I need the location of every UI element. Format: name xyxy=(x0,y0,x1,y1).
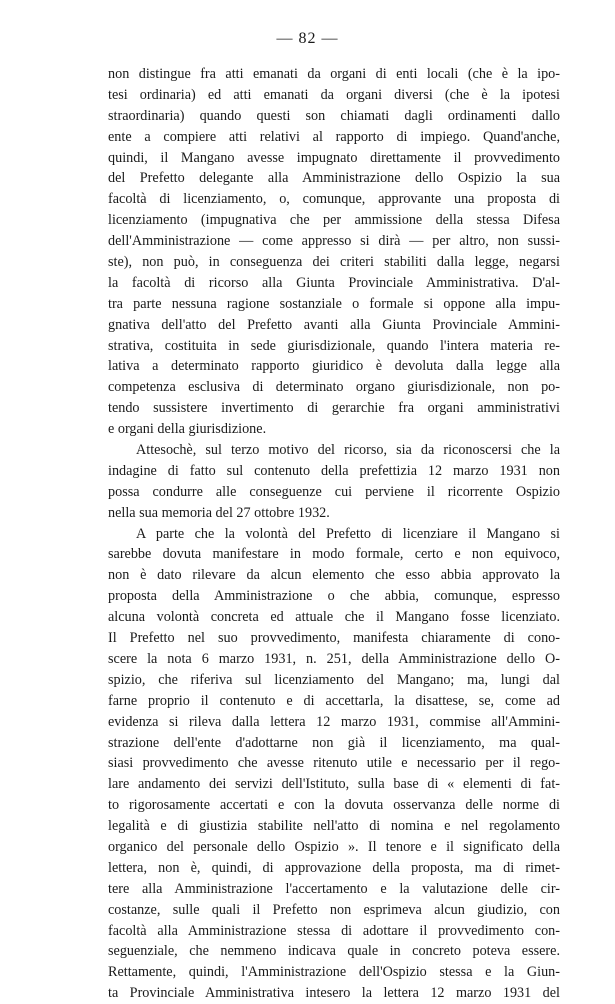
text-line: alcuna volontà concreta ed attuale che il Mangano fosse licenziato. xyxy=(108,609,560,626)
text-line: ste), non può, in conseguenza dei criteri stabiliti dalla legge, negarsi xyxy=(108,254,560,271)
text-line: competenza esclusiva di determinato organo giurisdizionale, non po- xyxy=(108,379,560,396)
text-line: Attesochè, sul terzo motivo del ricorso, sia da riconoscersi che la xyxy=(136,442,560,459)
text-line: possa condurre alle conseguenze cui perviene il ricorrente Ospizio xyxy=(108,483,560,500)
text-line: siasi provvedimento che avesse ritenuto utile e necessario per il rego- xyxy=(108,755,560,772)
text-line: tendo sussistere invertimento di gerarchie fra organi amministrativi xyxy=(108,400,560,417)
text-line: lare andamento dei servizi dell'Istituto, sulla base di « elementi di fat- xyxy=(108,776,560,793)
text-line: tra parte nessuna ragione sostanziale o formale si oppone alla impu- xyxy=(108,295,560,312)
text-line: non è dato rilevare da alcun elemento che esso abbia approvato la xyxy=(108,567,560,584)
text-line: Il Prefetto nel suo provvedimento, manifesta chiaramente di cono- xyxy=(108,630,560,647)
text-line: A parte che la volontà del Prefetto di licenziare il Mangano si xyxy=(136,525,560,542)
text-line: quindi, il Mangano avesse impugnato direttamente il provvedimento xyxy=(108,149,560,166)
text-line: ente a compiere atti relativi al rapporto di impiego. Quand'anche, xyxy=(108,128,560,145)
text-line: organico del personale dello Ospizio ». Il tenore e il significato della xyxy=(108,838,560,855)
text-line: spizio, che riferiva sul licenziamento del Mangano; ma, lungi dal xyxy=(108,671,560,688)
text-line: e organi della giurisdizione. xyxy=(108,421,267,438)
text-line: sarebbe dovuta manifestare in modo formale, certo e non equivoco, xyxy=(108,546,560,563)
text-line: seguenziale, che nemmeno indicava quale in concreto poteva essere. xyxy=(108,943,560,960)
text-line: facoltà alla Amministrazione stessa di adottare il provvedimento con- xyxy=(108,922,560,939)
text-line: strativa, costituita in sede giurisdizionale, quando l'intera materia re- xyxy=(108,337,560,354)
body-text xyxy=(108,64,560,1004)
text-line: indagine di fatto sul contenuto della prefettizia 12 marzo 1931 non xyxy=(108,462,560,479)
text-line: dell'Amministrazione — come appresso si dirà — per altro, non sussi- xyxy=(108,233,560,250)
text-line: la facoltà di ricorso alla Giunta Provinciale Amministrativa. D'al- xyxy=(108,274,560,291)
text-line: proposta della Amministrazione o che abbia, comunque, espresso xyxy=(108,588,560,605)
text-line: facoltà di licenziamento, o, comunque, approvante una proposta di xyxy=(108,191,560,208)
text-line: evidenza si rileva dalla lettera 12 marzo 1931, commise all'Ammini- xyxy=(108,713,560,730)
text-line: tere alla Amministrazione l'accertamento e la valutazione delle cir- xyxy=(108,880,560,897)
text-line: non distingue fra atti emanati da organi di enti locali (che è la ipo- xyxy=(108,66,560,82)
text-line: to rigorosamente accertati e con la dovuta osservanza delle norme di xyxy=(108,797,560,814)
text-line: lativa a determinato rapporto giuridico è devoluta dalla legge alla xyxy=(108,358,560,375)
text-line: tesi ordinaria) ed atti emanati da organi diversi (che è la ipotesi xyxy=(108,86,560,103)
text-line: gnativa dell'atto del Prefetto avanti alla Giunta Provinciale Ammini- xyxy=(108,316,560,333)
text-line: del Prefetto delegante alla Amministrazione dello Ospizio la sua xyxy=(108,170,560,187)
text-line: licenziamento (impugnativa che per ammissione della stessa Difesa xyxy=(108,212,560,229)
text-line: farne proprio il contenuto e di accettarla, la disattese, se, come ad xyxy=(108,692,560,709)
text-line: scere la nota 6 marzo 1931, n. 251, della Amministrazione dello O- xyxy=(108,650,560,667)
text-line: strazione dell'ente d'adottarne non già il licenziamento, ma qual- xyxy=(108,734,560,751)
text-line: nella sua memoria del 27 ottobre 1932. xyxy=(108,504,330,521)
text-line: straordinaria) quando questi son chiamati dagli ordinamenti dallo xyxy=(108,107,560,124)
text-line: ta Provinciale Amministrativa intesero la lettera 12 marzo 1931 del xyxy=(108,985,560,1002)
text-line: lettera, non è, quindi, di approvazione della proposta, ma di rimet- xyxy=(108,859,560,876)
text-line: Rettamente, quindi, l'Amministrazione dell'Ospizio stessa e la Giun- xyxy=(108,964,560,981)
text-line: legalità e di giustizia stabilite nell'atto di nomina e nel regolamento xyxy=(108,818,560,835)
text-line: costanze, sulle quali il Prefetto non esprimeva alcun giudizio, con xyxy=(108,901,560,918)
page-number: — 82 — xyxy=(276,30,339,47)
